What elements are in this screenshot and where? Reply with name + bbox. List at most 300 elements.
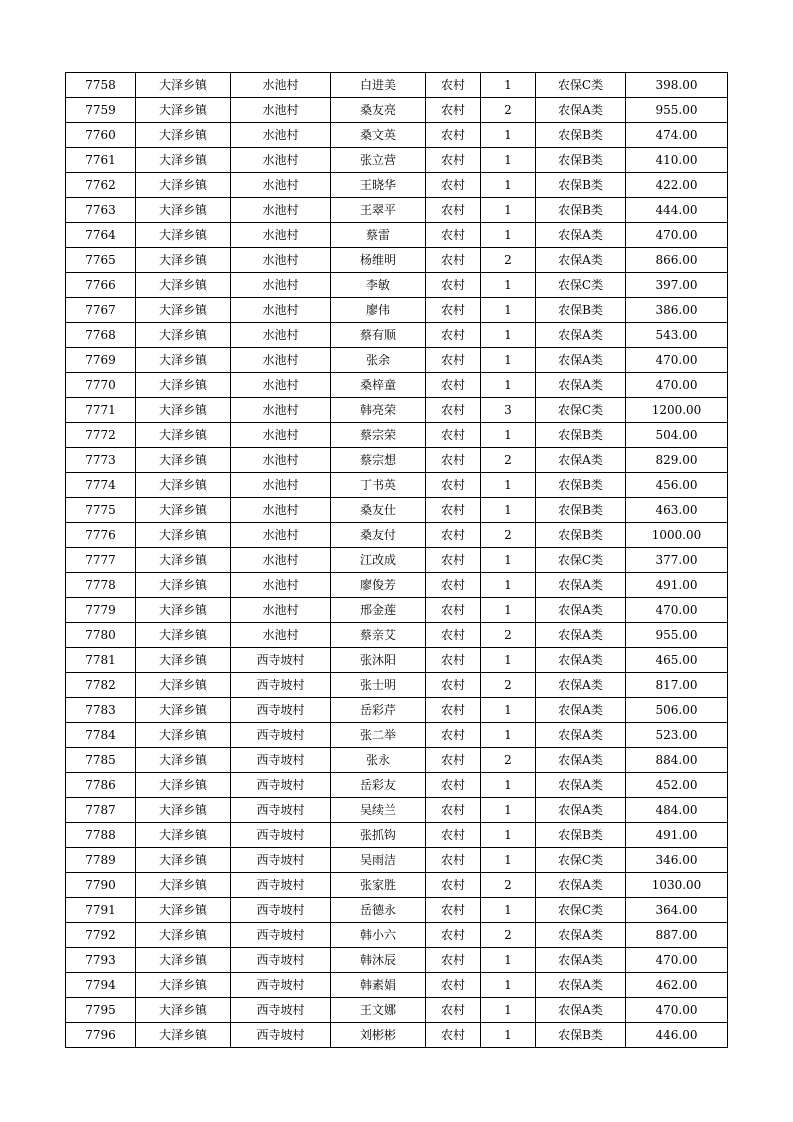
cell-amount: 955.00: [626, 98, 728, 123]
cell-residence-type: 农村: [426, 523, 481, 548]
cell-person-name: 吴雨洁: [331, 848, 426, 873]
cell-insurance-category: 农保A类: [536, 598, 626, 623]
cell-amount: 456.00: [626, 473, 728, 498]
cell-town: 大泽乡镇: [136, 748, 231, 773]
cell-residence-type: 农村: [426, 698, 481, 723]
cell-serial-number: 7776: [66, 523, 136, 548]
cell-person-count: 2: [481, 248, 536, 273]
cell-residence-type: 农村: [426, 473, 481, 498]
cell-town: 大泽乡镇: [136, 173, 231, 198]
cell-amount: 446.00: [626, 1023, 728, 1048]
cell-serial-number: 7782: [66, 673, 136, 698]
cell-insurance-category: 农保A类: [536, 373, 626, 398]
cell-village: 水池村: [231, 123, 331, 148]
cell-village: 西寺坡村: [231, 823, 331, 848]
cell-residence-type: 农村: [426, 898, 481, 923]
cell-residence-type: 农村: [426, 873, 481, 898]
table-row: [66, 773, 728, 798]
cell-serial-number: 7779: [66, 598, 136, 623]
cell-insurance-category: 农保C类: [536, 273, 626, 298]
cell-person-count: 1: [481, 998, 536, 1023]
cell-serial-number: 7778: [66, 573, 136, 598]
cell-serial-number: 7774: [66, 473, 136, 498]
cell-person-count: 1: [481, 798, 536, 823]
cell-person-name: 岳彩友: [331, 773, 426, 798]
cell-person-count: 1: [481, 973, 536, 998]
cell-person-name: 廖俊芳: [331, 573, 426, 598]
cell-serial-number: 7781: [66, 648, 136, 673]
cell-person-count: 1: [481, 273, 536, 298]
cell-person-name: 吴续兰: [331, 798, 426, 823]
cell-serial-number: 7769: [66, 348, 136, 373]
cell-amount: 410.00: [626, 148, 728, 173]
cell-person-name: 白进美: [331, 73, 426, 98]
cell-person-count: 1: [481, 498, 536, 523]
cell-village: 西寺坡村: [231, 923, 331, 948]
cell-village: 水池村: [231, 623, 331, 648]
table-row: [66, 748, 728, 773]
table-row: [66, 948, 728, 973]
cell-insurance-category: 农保A类: [536, 798, 626, 823]
cell-town: 大泽乡镇: [136, 973, 231, 998]
cell-town: 大泽乡镇: [136, 923, 231, 948]
cell-village: 西寺坡村: [231, 748, 331, 773]
cell-insurance-category: 农保A类: [536, 873, 626, 898]
cell-person-count: 2: [481, 98, 536, 123]
table-row: [66, 123, 728, 148]
table-row: [66, 548, 728, 573]
cell-serial-number: 7763: [66, 198, 136, 223]
cell-serial-number: 7770: [66, 373, 136, 398]
cell-person-count: 1: [481, 598, 536, 623]
cell-person-name: 韩素娟: [331, 973, 426, 998]
cell-insurance-category: 农保A类: [536, 998, 626, 1023]
table-row: [66, 823, 728, 848]
cell-residence-type: 农村: [426, 948, 481, 973]
cell-insurance-category: 农保A类: [536, 698, 626, 723]
cell-insurance-category: 农保A类: [536, 948, 626, 973]
cell-town: 大泽乡镇: [136, 223, 231, 248]
cell-residence-type: 农村: [426, 548, 481, 573]
cell-person-count: 1: [481, 898, 536, 923]
table-row: [66, 923, 728, 948]
cell-town: 大泽乡镇: [136, 673, 231, 698]
cell-residence-type: 农村: [426, 298, 481, 323]
cell-insurance-category: 农保B类: [536, 498, 626, 523]
cell-serial-number: 7772: [66, 423, 136, 448]
table-row: [66, 623, 728, 648]
cell-person-name: 岳德永: [331, 898, 426, 923]
cell-person-name: 王翠平: [331, 198, 426, 223]
cell-insurance-category: 农保A类: [536, 623, 626, 648]
cell-village: 水池村: [231, 348, 331, 373]
cell-insurance-category: 农保C类: [536, 898, 626, 923]
cell-residence-type: 农村: [426, 198, 481, 223]
cell-residence-type: 农村: [426, 73, 481, 98]
cell-village: 水池村: [231, 323, 331, 348]
cell-town: 大泽乡镇: [136, 548, 231, 573]
cell-person-name: 张家胜: [331, 873, 426, 898]
cell-insurance-category: 农保A类: [536, 673, 626, 698]
cell-town: 大泽乡镇: [136, 1023, 231, 1048]
cell-person-count: 2: [481, 623, 536, 648]
cell-serial-number: 7791: [66, 898, 136, 923]
cell-village: 水池村: [231, 573, 331, 598]
cell-amount: 543.00: [626, 323, 728, 348]
cell-person-name: 蔡宗荣: [331, 423, 426, 448]
cell-village: 水池村: [231, 73, 331, 98]
cell-town: 大泽乡镇: [136, 998, 231, 1023]
cell-village: 西寺坡村: [231, 698, 331, 723]
cell-insurance-category: 农保A类: [536, 923, 626, 948]
cell-insurance-category: 农保C类: [536, 548, 626, 573]
cell-person-name: 桑友付: [331, 523, 426, 548]
cell-insurance-category: 农保A类: [536, 773, 626, 798]
table-row: [66, 498, 728, 523]
cell-amount: 470.00: [626, 348, 728, 373]
cell-village: 水池村: [231, 473, 331, 498]
cell-village: 水池村: [231, 298, 331, 323]
cell-town: 大泽乡镇: [136, 948, 231, 973]
cell-serial-number: 7765: [66, 248, 136, 273]
table-row: [66, 423, 728, 448]
cell-person-count: 1: [481, 648, 536, 673]
cell-amount: 463.00: [626, 498, 728, 523]
cell-village: 水池村: [231, 523, 331, 548]
cell-town: 大泽乡镇: [136, 573, 231, 598]
table-row: [66, 898, 728, 923]
cell-insurance-category: 农保B类: [536, 423, 626, 448]
cell-town: 大泽乡镇: [136, 73, 231, 98]
cell-town: 大泽乡镇: [136, 498, 231, 523]
cell-person-count: 2: [481, 923, 536, 948]
cell-residence-type: 农村: [426, 848, 481, 873]
cell-serial-number: 7758: [66, 73, 136, 98]
table-row: [66, 248, 728, 273]
cell-town: 大泽乡镇: [136, 398, 231, 423]
cell-amount: 1030.00: [626, 873, 728, 898]
cell-town: 大泽乡镇: [136, 273, 231, 298]
cell-person-count: 1: [481, 698, 536, 723]
cell-person-count: 1: [481, 373, 536, 398]
cell-town: 大泽乡镇: [136, 473, 231, 498]
cell-town: 大泽乡镇: [136, 723, 231, 748]
table-row: [66, 973, 728, 998]
cell-amount: 491.00: [626, 823, 728, 848]
cell-person-count: 2: [481, 523, 536, 548]
cell-village: 西寺坡村: [231, 898, 331, 923]
cell-person-name: 江改成: [331, 548, 426, 573]
cell-serial-number: 7773: [66, 448, 136, 473]
cell-amount: 452.00: [626, 773, 728, 798]
cell-insurance-category: 农保C类: [536, 398, 626, 423]
cell-town: 大泽乡镇: [136, 773, 231, 798]
cell-amount: 1000.00: [626, 523, 728, 548]
cell-serial-number: 7785: [66, 748, 136, 773]
cell-village: 水池村: [231, 398, 331, 423]
cell-person-count: 1: [481, 173, 536, 198]
cell-residence-type: 农村: [426, 773, 481, 798]
cell-person-count: 1: [481, 298, 536, 323]
cell-amount: 398.00: [626, 73, 728, 98]
cell-serial-number: 7784: [66, 723, 136, 748]
cell-person-name: 岳彩芹: [331, 698, 426, 723]
cell-person-name: 邢金莲: [331, 598, 426, 623]
cell-amount: 955.00: [626, 623, 728, 648]
cell-town: 大泽乡镇: [136, 623, 231, 648]
table-row: [66, 723, 728, 748]
cell-town: 大泽乡镇: [136, 823, 231, 848]
cell-amount: 491.00: [626, 573, 728, 598]
cell-insurance-category: 农保C类: [536, 73, 626, 98]
cell-residence-type: 农村: [426, 573, 481, 598]
cell-serial-number: 7775: [66, 498, 136, 523]
cell-person-count: 1: [481, 723, 536, 748]
cell-person-name: 丁书英: [331, 473, 426, 498]
cell-residence-type: 农村: [426, 648, 481, 673]
cell-person-count: 2: [481, 673, 536, 698]
cell-person-name: 廖伟: [331, 298, 426, 323]
cell-amount: 504.00: [626, 423, 728, 448]
cell-serial-number: 7759: [66, 98, 136, 123]
cell-person-name: 蔡雷: [331, 223, 426, 248]
table-row: [66, 298, 728, 323]
cell-insurance-category: 农保A类: [536, 323, 626, 348]
cell-amount: 470.00: [626, 598, 728, 623]
cell-residence-type: 农村: [426, 973, 481, 998]
table-row: [66, 373, 728, 398]
table-row: [66, 523, 728, 548]
table-row: [66, 198, 728, 223]
cell-village: 西寺坡村: [231, 998, 331, 1023]
cell-village: 西寺坡村: [231, 948, 331, 973]
cell-amount: 470.00: [626, 948, 728, 973]
cell-person-count: 2: [481, 448, 536, 473]
cell-residence-type: 农村: [426, 448, 481, 473]
cell-person-name: 韩小六: [331, 923, 426, 948]
cell-residence-type: 农村: [426, 123, 481, 148]
cell-person-name: 刘彬彬: [331, 1023, 426, 1048]
cell-amount: 887.00: [626, 923, 728, 948]
cell-insurance-category: 农保B类: [536, 298, 626, 323]
cell-serial-number: 7771: [66, 398, 136, 423]
table-row: [66, 673, 728, 698]
cell-town: 大泽乡镇: [136, 323, 231, 348]
cell-village: 西寺坡村: [231, 648, 331, 673]
cell-residence-type: 农村: [426, 798, 481, 823]
cell-serial-number: 7761: [66, 148, 136, 173]
cell-person-count: 1: [481, 848, 536, 873]
cell-serial-number: 7789: [66, 848, 136, 873]
cell-insurance-category: 农保A类: [536, 348, 626, 373]
cell-serial-number: 7764: [66, 223, 136, 248]
cell-person-name: 张抓钩: [331, 823, 426, 848]
cell-amount: 470.00: [626, 373, 728, 398]
cell-amount: 470.00: [626, 223, 728, 248]
cell-serial-number: 7762: [66, 173, 136, 198]
cell-person-count: 1: [481, 348, 536, 373]
cell-insurance-category: 农保B类: [536, 123, 626, 148]
cell-town: 大泽乡镇: [136, 873, 231, 898]
cell-residence-type: 农村: [426, 823, 481, 848]
cell-serial-number: 7766: [66, 273, 136, 298]
cell-insurance-category: 农保B类: [536, 173, 626, 198]
cell-village: 水池村: [231, 148, 331, 173]
table-row: [66, 1023, 728, 1048]
cell-insurance-category: 农保B类: [536, 523, 626, 548]
table-body: [66, 73, 728, 1048]
residents-benefit-table: [65, 72, 728, 1048]
table-row: [66, 148, 728, 173]
cell-serial-number: 7793: [66, 948, 136, 973]
cell-amount: 346.00: [626, 848, 728, 873]
cell-town: 大泽乡镇: [136, 898, 231, 923]
cell-town: 大泽乡镇: [136, 373, 231, 398]
cell-residence-type: 农村: [426, 223, 481, 248]
cell-serial-number: 7783: [66, 698, 136, 723]
cell-residence-type: 农村: [426, 723, 481, 748]
cell-person-name: 桑文英: [331, 123, 426, 148]
cell-person-name: 桑友亮: [331, 98, 426, 123]
cell-insurance-category: 农保A类: [536, 573, 626, 598]
cell-person-count: 3: [481, 398, 536, 423]
cell-serial-number: 7796: [66, 1023, 136, 1048]
cell-amount: 884.00: [626, 748, 728, 773]
cell-person-count: 1: [481, 148, 536, 173]
cell-person-count: 1: [481, 773, 536, 798]
cell-person-count: 1: [481, 1023, 536, 1048]
cell-insurance-category: 农保B类: [536, 148, 626, 173]
table-row: [66, 223, 728, 248]
cell-serial-number: 7780: [66, 623, 136, 648]
cell-town: 大泽乡镇: [136, 148, 231, 173]
cell-amount: 422.00: [626, 173, 728, 198]
cell-serial-number: 7768: [66, 323, 136, 348]
cell-village: 水池村: [231, 448, 331, 473]
table-row: [66, 473, 728, 498]
cell-residence-type: 农村: [426, 173, 481, 198]
cell-residence-type: 农村: [426, 98, 481, 123]
cell-serial-number: 7767: [66, 298, 136, 323]
cell-town: 大泽乡镇: [136, 648, 231, 673]
cell-residence-type: 农村: [426, 598, 481, 623]
cell-person-name: 蔡有顺: [331, 323, 426, 348]
cell-village: 水池村: [231, 173, 331, 198]
cell-person-count: 2: [481, 748, 536, 773]
cell-village: 水池村: [231, 598, 331, 623]
cell-insurance-category: 农保A类: [536, 248, 626, 273]
cell-person-name: 张立营: [331, 148, 426, 173]
cell-village: 水池村: [231, 248, 331, 273]
cell-amount: 444.00: [626, 198, 728, 223]
cell-village: 西寺坡村: [231, 773, 331, 798]
cell-residence-type: 农村: [426, 248, 481, 273]
cell-amount: 817.00: [626, 673, 728, 698]
cell-insurance-category: 农保A类: [536, 223, 626, 248]
cell-insurance-category: 农保B类: [536, 823, 626, 848]
cell-serial-number: 7792: [66, 923, 136, 948]
cell-town: 大泽乡镇: [136, 598, 231, 623]
cell-person-name: 桑梓童: [331, 373, 426, 398]
cell-residence-type: 农村: [426, 148, 481, 173]
cell-amount: 866.00: [626, 248, 728, 273]
table-row: [66, 698, 728, 723]
cell-village: 西寺坡村: [231, 673, 331, 698]
cell-village: 水池村: [231, 98, 331, 123]
cell-town: 大泽乡镇: [136, 448, 231, 473]
cell-village: 水池村: [231, 198, 331, 223]
cell-amount: 829.00: [626, 448, 728, 473]
cell-residence-type: 农村: [426, 748, 481, 773]
cell-person-name: 杨维明: [331, 248, 426, 273]
cell-insurance-category: 农保B类: [536, 198, 626, 223]
cell-village: 水池村: [231, 548, 331, 573]
cell-village: 水池村: [231, 423, 331, 448]
cell-person-name: 王晓华: [331, 173, 426, 198]
cell-residence-type: 农村: [426, 398, 481, 423]
table-row: [66, 323, 728, 348]
cell-person-count: 1: [481, 823, 536, 848]
cell-amount: 484.00: [626, 798, 728, 823]
table-row: [66, 848, 728, 873]
cell-residence-type: 农村: [426, 623, 481, 648]
cell-person-count: 1: [481, 573, 536, 598]
cell-person-name: 张沐阳: [331, 648, 426, 673]
cell-person-count: 1: [481, 123, 536, 148]
cell-amount: 1200.00: [626, 398, 728, 423]
cell-serial-number: 7760: [66, 123, 136, 148]
table-row: [66, 398, 728, 423]
cell-village: 水池村: [231, 373, 331, 398]
cell-amount: 474.00: [626, 123, 728, 148]
cell-serial-number: 7777: [66, 548, 136, 573]
cell-town: 大泽乡镇: [136, 348, 231, 373]
cell-town: 大泽乡镇: [136, 123, 231, 148]
cell-insurance-category: 农保A类: [536, 648, 626, 673]
cell-insurance-category: 农保A类: [536, 98, 626, 123]
table-row: [66, 273, 728, 298]
cell-person-name: 桑友仕: [331, 498, 426, 523]
cell-person-name: 蔡亲艾: [331, 623, 426, 648]
cell-person-count: 1: [481, 948, 536, 973]
cell-person-name: 李敏: [331, 273, 426, 298]
table-row: [66, 798, 728, 823]
cell-village: 水池村: [231, 223, 331, 248]
cell-village: 西寺坡村: [231, 873, 331, 898]
cell-village: 西寺坡村: [231, 723, 331, 748]
cell-person-count: 1: [481, 473, 536, 498]
cell-residence-type: 农村: [426, 673, 481, 698]
cell-residence-type: 农村: [426, 498, 481, 523]
cell-person-count: 2: [481, 873, 536, 898]
cell-person-count: 1: [481, 323, 536, 348]
cell-town: 大泽乡镇: [136, 848, 231, 873]
cell-town: 大泽乡镇: [136, 698, 231, 723]
cell-insurance-category: 农保B类: [536, 473, 626, 498]
table-row: [66, 873, 728, 898]
cell-serial-number: 7788: [66, 823, 136, 848]
cell-town: 大泽乡镇: [136, 198, 231, 223]
cell-serial-number: 7786: [66, 773, 136, 798]
cell-residence-type: 农村: [426, 998, 481, 1023]
cell-serial-number: 7794: [66, 973, 136, 998]
cell-serial-number: 7790: [66, 873, 136, 898]
cell-residence-type: 农村: [426, 423, 481, 448]
cell-person-count: 1: [481, 198, 536, 223]
cell-amount: 364.00: [626, 898, 728, 923]
table-row: [66, 598, 728, 623]
cell-village: 西寺坡村: [231, 973, 331, 998]
